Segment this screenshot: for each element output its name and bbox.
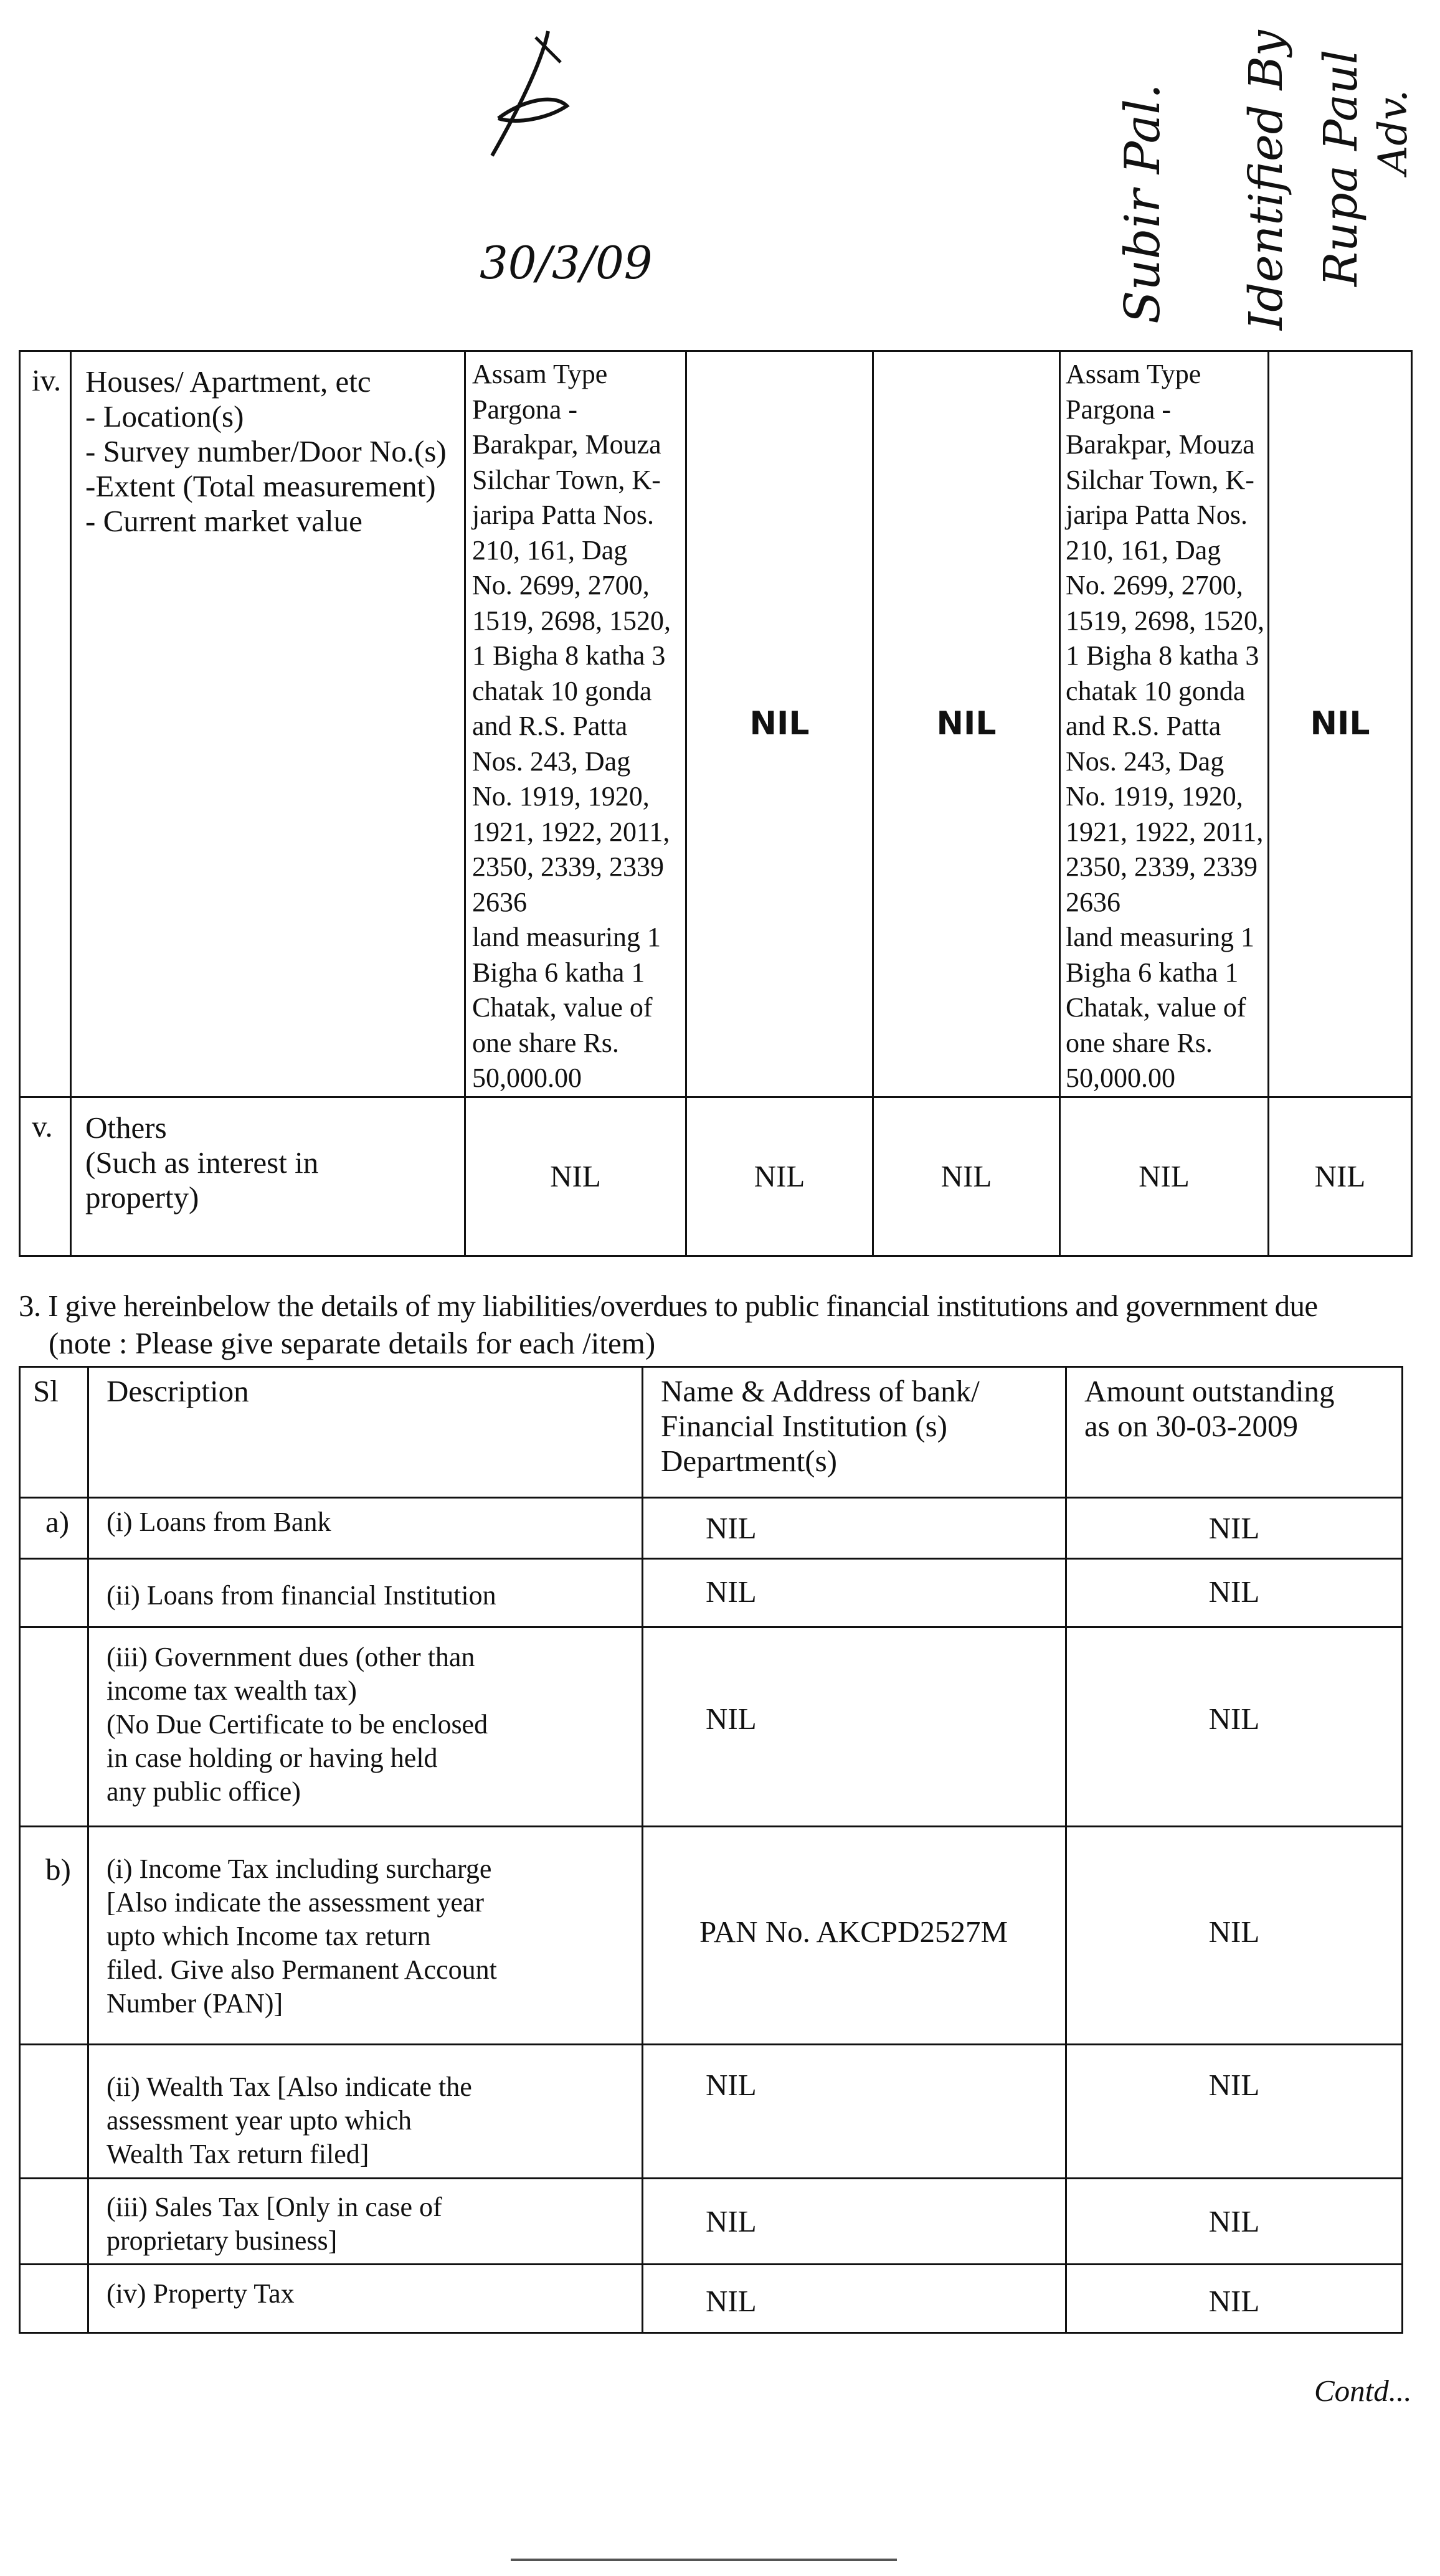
row-bank: PAN No. AKCPD2527M [643, 1827, 1066, 2045]
liabilities-table [19, 1366, 1403, 2334]
table-row [20, 1627, 1403, 1827]
row-description: (iii) Sales Tax [Only in case of proprietary business] [88, 2179, 643, 2265]
header-sl: Sl [20, 1367, 88, 1498]
table-row [20, 1559, 1403, 1627]
header-description: Description [88, 1367, 643, 1498]
row-serial [20, 1627, 88, 1827]
row-description: Houses/ Apartment, etc - Location(s) - Survey number/Door No.(s) -Extent (Total measurement) - Current market value [71, 351, 465, 1097]
asset-spouse: NIL [686, 351, 873, 1097]
row-amount: NIL [1066, 2179, 1403, 2265]
row-description: (ii) Wealth Tax [Also indicate the assessment year upto which Wealth Tax return filed] [88, 2045, 643, 2179]
handwritten-date: 30/3/09 [480, 237, 653, 289]
row-serial [20, 2045, 88, 2179]
signature-subir-pal: Subir Pal. [1115, 83, 1171, 324]
row-description: Others (Such as interest in property) [71, 1097, 465, 1256]
row-value: NIL [1060, 1097, 1269, 1256]
row-serial [20, 2179, 88, 2265]
table-row [20, 1498, 1403, 1559]
row-bank: NIL [643, 1559, 1066, 1627]
row-amount: NIL [1066, 1827, 1403, 2045]
row-amount: NIL [1066, 2265, 1403, 2333]
asset-other: NIL [1269, 351, 1412, 1097]
header-amount: Amount outstanding as on 30-03-2009 [1066, 1367, 1403, 1498]
row-serial: v. [20, 1097, 71, 1256]
row-description: (i) Loans from Bank [88, 1498, 643, 1559]
table-row [20, 351, 1412, 1097]
row-bank: NIL [643, 2265, 1066, 2333]
row-value: NIL [686, 1097, 873, 1256]
row-amount: NIL [1066, 1498, 1403, 1559]
bottom-divider [511, 2559, 897, 2561]
row-description: (iv) Property Tax [88, 2265, 643, 2333]
assets-table [19, 350, 1413, 1257]
row-description: (i) Income Tax including surcharge [Also indicate the assessment year upto which Income tax return filed. Give also Permanent Account Number (PAN)] [88, 1827, 643, 2045]
row-serial: iv. [20, 351, 71, 1097]
header-bank: Name & Address of bank/ Financial Institution (s) Department(s) [643, 1367, 1066, 1498]
section-3-note: (note : Please give separate details for each /item) [49, 1326, 656, 1360]
signature-rupa-paul: Rupa Paul [1314, 49, 1368, 286]
continued-label: Contd... [1314, 2374, 1412, 2408]
row-serial: b) [20, 1827, 88, 2045]
row-value: NIL [873, 1097, 1060, 1256]
row-amount: NIL [1066, 1627, 1403, 1827]
row-serial [20, 2265, 88, 2333]
asset-detail-total: Assam Type Pargona - Barakpar, Mouza Silchar Town, K- jaripa Patta Nos. 210, 161, Dag No. 2699, 2700, 1519, 2698, 1520, 1 Bigha 8 katha 3 chatak 10 gonda and R.S. Patta Nos. 243, Dag No. 1919, 1920, 1921, 1922, 2011, 2350, 2339, 2339 2636 land measuring 1 Bigha 6 katha 1 Chatak, value of one share Rs. 50,000.00 [1060, 351, 1269, 1097]
table-row [20, 2179, 1403, 2265]
asset-detail-self: Assam Type Pargona - Barakpar, Mouza Silchar Town, K- jaripa Patta Nos. 210, 161, Dag No. 2699, 2700, 1519, 2698, 1520, 1 Bigha 8 katha 3 chatak 10 gonda and R.S. Patta Nos. 243, Dag No. 1919, 1920, 1921, 1922, 2011, 2350, 2339, 2339 2636 land measuring 1 Bigha 6 katha 1 Chatak, value of one share Rs. 50,000.00 [465, 351, 686, 1097]
row-serial [20, 1559, 88, 1627]
table-row [20, 1097, 1412, 1256]
row-bank: NIL [643, 2179, 1066, 2265]
table-row [20, 1827, 1403, 2045]
row-bank: NIL [643, 2045, 1066, 2179]
table-row [20, 2265, 1403, 2333]
initial-signature-mark [473, 25, 585, 168]
signature-identified-by: Identified By [1239, 30, 1293, 330]
row-serial: a) [20, 1498, 88, 1559]
row-bank: NIL [643, 1498, 1066, 1559]
row-amount: NIL [1066, 1559, 1403, 1627]
row-bank: NIL [643, 1627, 1066, 1827]
row-description: (ii) Loans from financial Institution [88, 1559, 643, 1627]
row-description: (iii) Government dues (other than income tax wealth tax) (No Due Certificate to be enclosed in case holding or having held any public office) [88, 1627, 643, 1827]
row-value: NIL [1269, 1097, 1412, 1256]
table-header-row [20, 1367, 1403, 1498]
row-value: NIL [465, 1097, 686, 1256]
asset-dependent: NIL [873, 351, 1060, 1097]
section-3-heading: 3. I give hereinbelow the details of my liabilities/overdues to public financial institutions and government due [19, 1289, 1318, 1323]
signature-adv: Adv. [1370, 89, 1416, 174]
row-amount: NIL [1066, 2045, 1403, 2179]
table-row [20, 2045, 1403, 2179]
